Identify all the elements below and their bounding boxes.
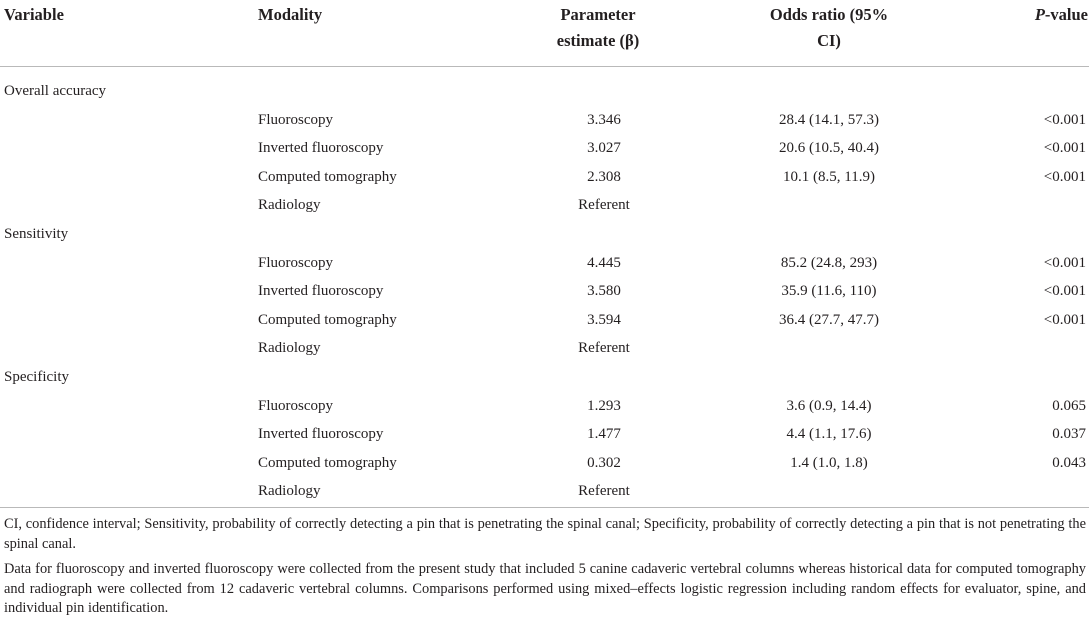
group-row (0, 77, 1089, 106)
header-p-rest: -value (1044, 5, 1088, 24)
parameter-estimate-cell: 4.445 (587, 254, 621, 271)
header-odds-line2: CI) (817, 31, 841, 50)
table-row (0, 163, 1089, 192)
parameter-estimate-cell: Referent (578, 197, 630, 214)
odds-ratio-cell: 20.6 (10.5, 40.4) (779, 140, 879, 157)
modality-cell: Inverted fluoroscopy (258, 283, 384, 300)
odds-ratio-cell: 28.4 (14.1, 57.3) (779, 111, 879, 128)
table-footnotes (4, 515, 1086, 625)
header-odds-ratio (734, 2, 924, 54)
modality-cell: Computed tomography (258, 168, 397, 185)
header-odds-line1: Odds ratio (95% (769, 5, 889, 24)
table-row (0, 249, 1089, 278)
group-row (0, 363, 1089, 392)
p-value-cell: 0.037 (1052, 426, 1086, 443)
table-row (0, 277, 1089, 306)
odds-ratio-cell: 4.4 (1.1, 17.6) (786, 426, 872, 443)
odds-ratio-cell: 35.9 (11.6, 110) (781, 283, 877, 300)
parameter-estimate-cell: 3.580 (587, 283, 621, 300)
modality-cell: Inverted fluoroscopy (258, 140, 384, 157)
parameter-estimate-cell: 0.302 (587, 454, 621, 471)
parameter-estimate-cell: 1.477 (587, 426, 621, 443)
group-label: Specificity (4, 368, 69, 385)
table-row (0, 306, 1089, 335)
p-value-cell: <0.001 (1043, 311, 1086, 328)
p-value-cell: <0.001 (1043, 283, 1086, 300)
parameter-estimate-cell: 1.293 (587, 397, 621, 414)
modality-cell: Computed tomography (258, 454, 397, 471)
odds-ratio-cell: 85.2 (24.8, 293) (780, 254, 878, 271)
modality-cell: Radiology (258, 340, 321, 357)
parameter-estimate-cell: Referent (578, 483, 630, 500)
table-row (0, 334, 1089, 363)
header-parameter-line2: estimate (β) (556, 31, 640, 50)
modality-cell: Fluoroscopy (258, 111, 333, 128)
header-parameter-line1: Parameter (560, 5, 636, 24)
parameter-estimate-cell: 3.594 (587, 311, 621, 328)
header-modality: Modality (258, 5, 323, 24)
group-label: Overall accuracy (4, 83, 107, 99)
p-value-cell: <0.001 (1043, 168, 1086, 185)
parameter-estimate-cell: 3.346 (587, 111, 621, 128)
odds-ratio-cell: 3.6 (0.9, 14.4) (786, 397, 872, 414)
footnote-abbreviations: CI, confidence interval; Sensitivity, probability of correctly detecting a pin that is penetrating the spinal canal; Specificity, probability of correctly detecting a pin that is not penetrating the spinal canal. (4, 516, 1086, 552)
table-row (0, 477, 1089, 506)
table-row (0, 134, 1089, 163)
footer-divider (0, 507, 1089, 508)
odds-ratio-cell: 10.1 (8.5, 11.9) (783, 168, 875, 185)
p-value-cell: <0.001 (1043, 111, 1086, 128)
table-row (0, 191, 1089, 220)
modality-cell: Fluoroscopy (258, 397, 333, 414)
odds-ratio-cell: 1.4 (1.0, 1.8) (790, 454, 868, 471)
parameter-estimate-cell: 2.308 (587, 168, 621, 185)
table-row (0, 420, 1089, 449)
header-p-value (988, 2, 1088, 28)
table-row (0, 392, 1089, 421)
odds-ratio-cell: 36.4 (27.7, 47.7) (779, 311, 879, 328)
p-value-cell: <0.001 (1043, 254, 1086, 271)
header-variable: Variable (4, 5, 64, 24)
p-value-cell: 0.065 (1052, 397, 1086, 414)
modality-cell: Fluoroscopy (258, 254, 333, 271)
table-header (0, 0, 1089, 67)
modality-cell: Radiology (258, 483, 321, 500)
p-value-cell: <0.001 (1043, 140, 1086, 157)
parameter-estimate-cell: Referent (578, 340, 630, 357)
parameter-estimate-cell: 3.027 (587, 140, 621, 157)
header-parameter-estimate (508, 2, 688, 54)
modality-cell: Inverted fluoroscopy (258, 426, 384, 443)
group-label: Sensitivity (4, 225, 69, 242)
group-row (0, 220, 1089, 249)
modality-cell: Computed tomography (258, 311, 397, 328)
table-row (0, 449, 1089, 478)
footnote-methods: Data for fluoroscopy and inverted fluoroscopy were collected from the present study that included 5 canine cadaveric vertebral columns whereas historical data for computed tomography and radiograph were collected from 12 cadaveric vertebral columns. Comparisons performed using mixed–effects logistic regression including random effects for evaluator, spine, and individual pin identification. (4, 561, 1086, 616)
table-row (0, 106, 1089, 135)
header-p-italic: P (1034, 5, 1045, 24)
p-value-cell: 0.043 (1052, 454, 1086, 471)
table-body (0, 77, 1089, 506)
modality-cell: Radiology (258, 197, 321, 214)
